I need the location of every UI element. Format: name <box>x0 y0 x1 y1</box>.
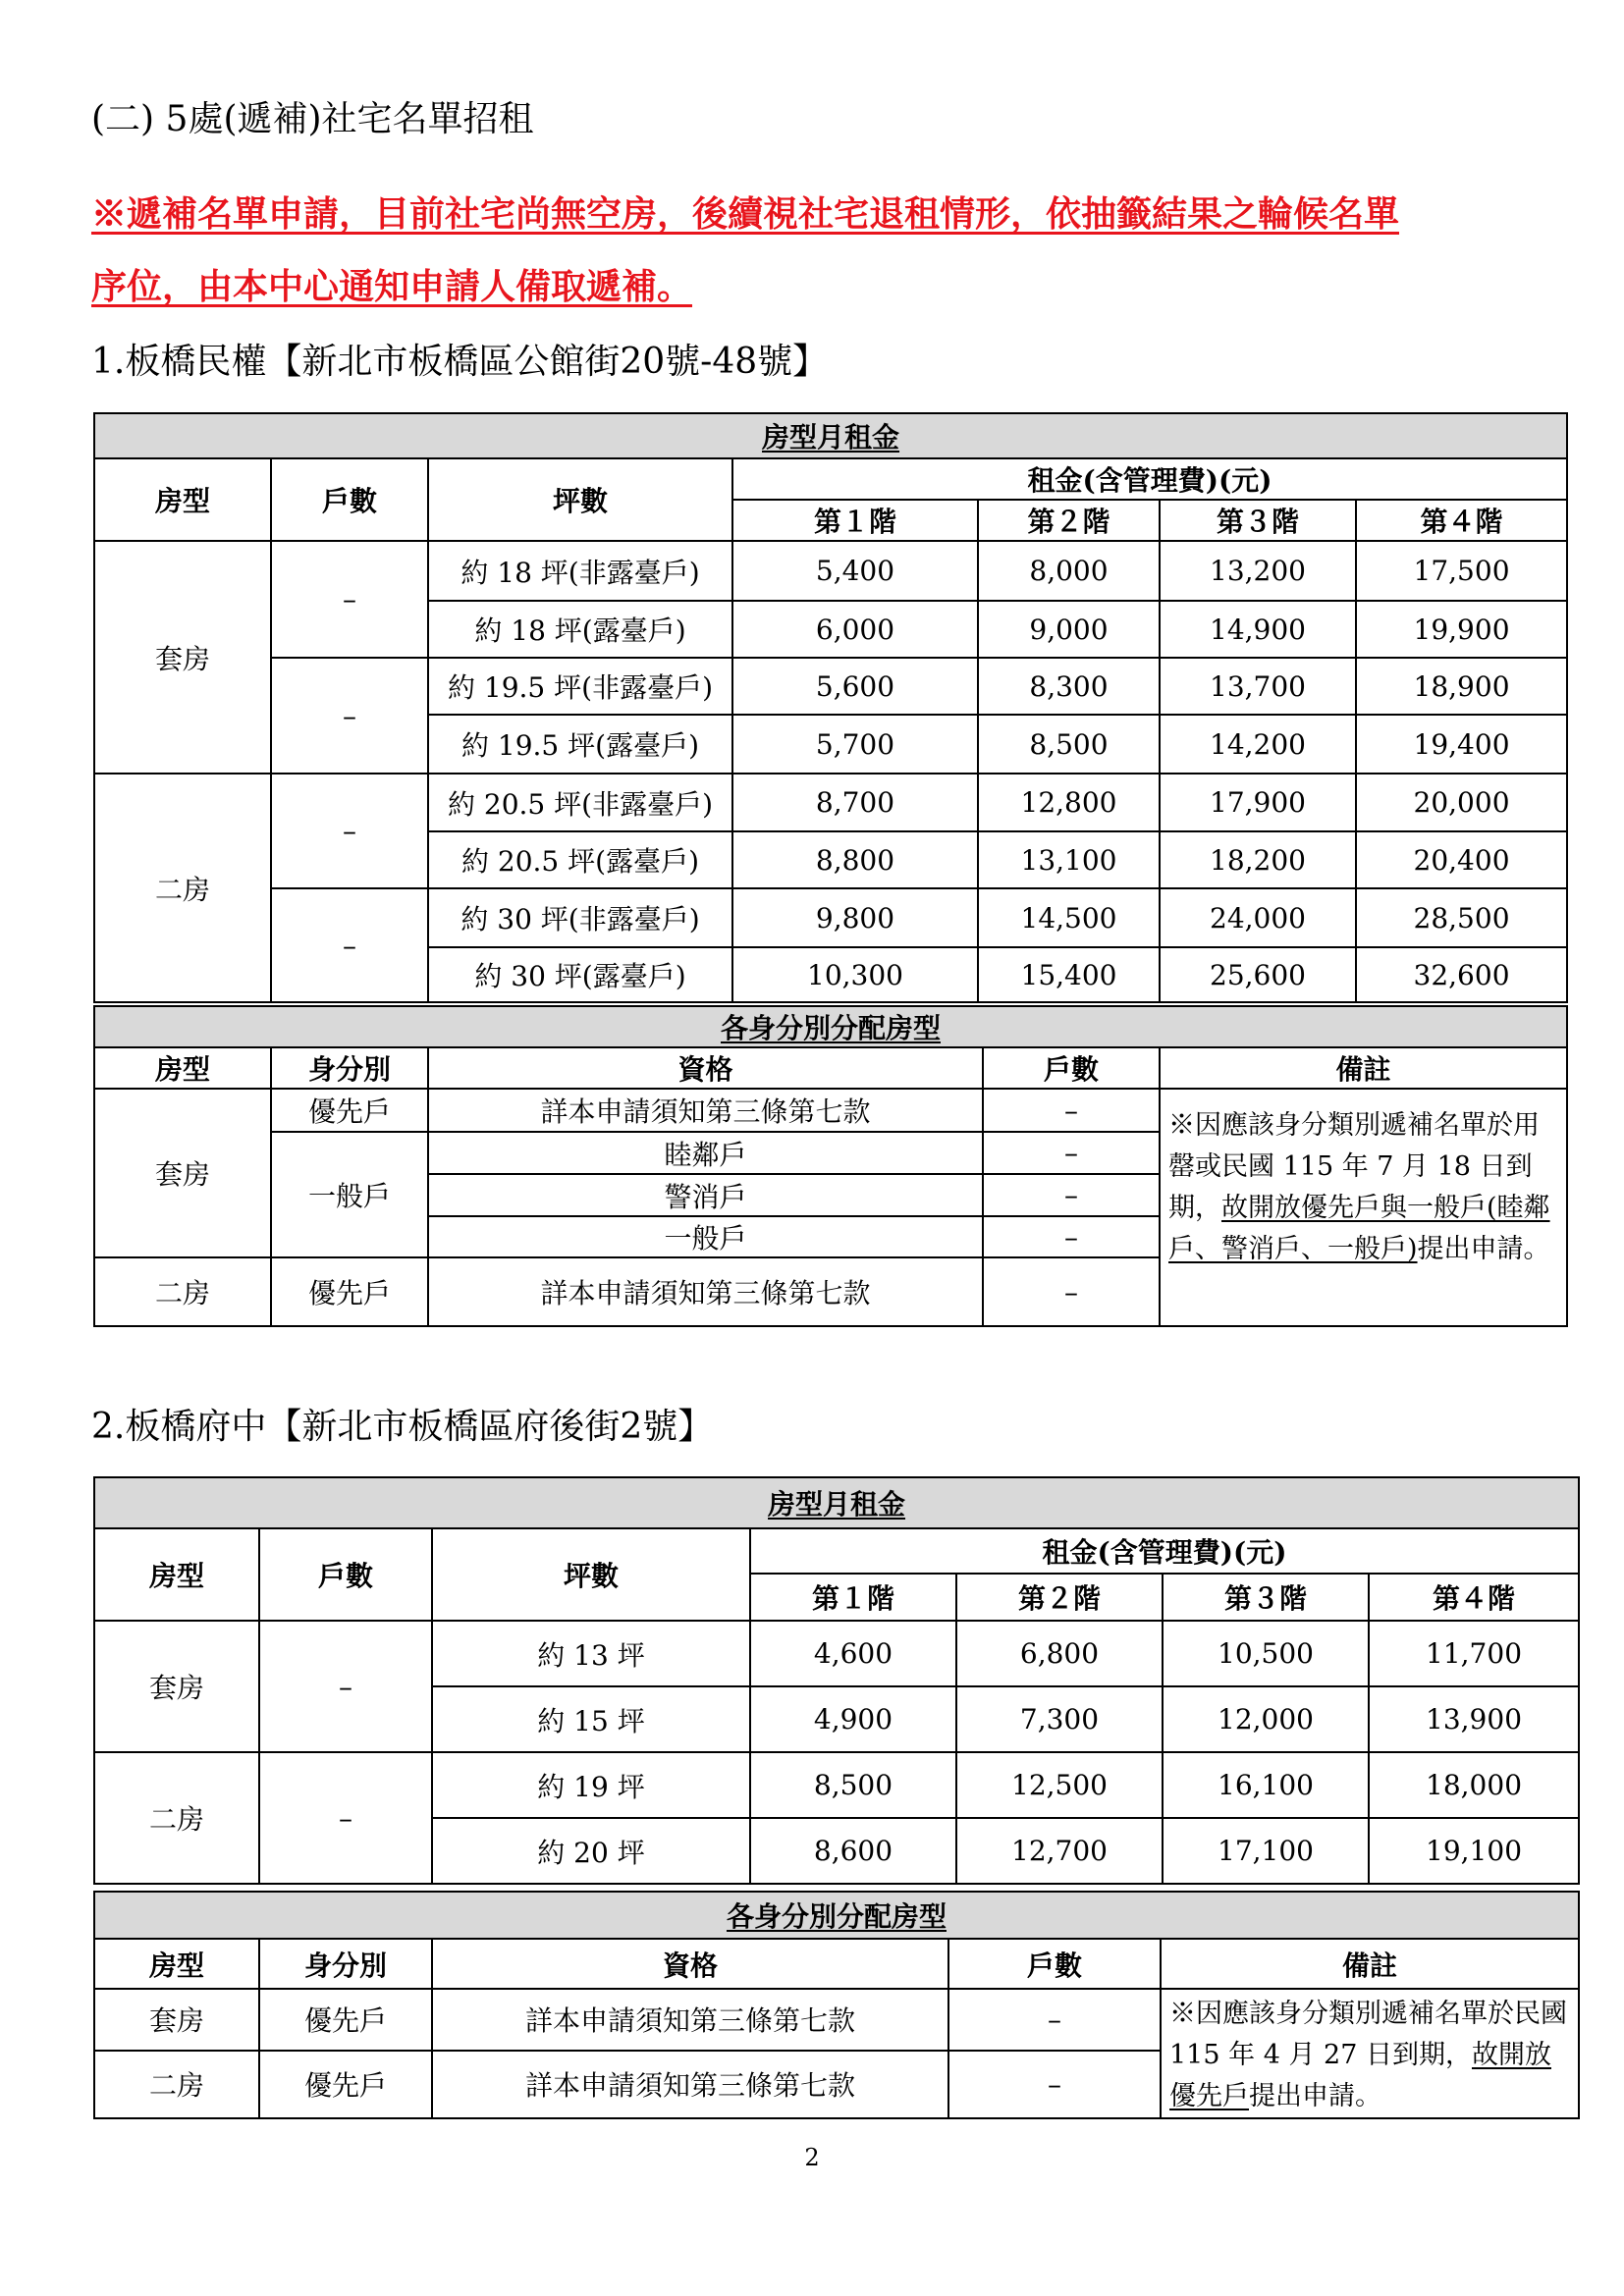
rent-cell: 8,500 <box>978 715 1160 774</box>
rent-cell: 12,800 <box>978 774 1160 831</box>
col-header-area: 坪數 <box>428 458 732 541</box>
col-header-area: 坪數 <box>432 1528 750 1621</box>
rent-cell: 13,700 <box>1160 658 1356 715</box>
rent-cell: 24,000 <box>1160 888 1356 947</box>
note-underlined-text: 故開放優先戶與一般戶(睦鄰戶、警消戶、一般戶) <box>1168 1193 1550 1264</box>
identity-cell: 優先戶 <box>259 2051 432 2118</box>
units-cell: – <box>948 2051 1161 2118</box>
rent-cell: 8,300 <box>978 658 1160 715</box>
rent-cell: 9,800 <box>732 888 978 947</box>
rent-cell: 12,500 <box>956 1752 1163 1818</box>
col-header-type: 房型 <box>94 1047 271 1089</box>
rent-cell: 8,600 <box>750 1818 956 1884</box>
area-cell: 約 20.5 坪(露臺戶) <box>428 831 732 888</box>
rent-cell: 10,300 <box>732 947 978 1002</box>
units-cell: – <box>983 1216 1160 1257</box>
units-cell: – <box>259 1621 432 1752</box>
col-header-floor-3: 第３階 <box>1160 500 1356 541</box>
qualification-cell: 警消戶 <box>428 1174 983 1216</box>
rent-cell: 13,200 <box>1160 541 1356 601</box>
area-cell: 約 18 坪(非露臺戶) <box>428 541 732 601</box>
area-cell: 約 18 坪(露臺戶) <box>428 601 732 658</box>
rent-cell: 32,600 <box>1356 947 1567 1002</box>
rent-cell: 8,500 <box>750 1752 956 1818</box>
col-header-floor-4: 第４階 <box>1369 1574 1579 1621</box>
table-row <box>94 1621 1579 1686</box>
area-cell: 約 19.5 坪(非露臺戶) <box>428 658 732 715</box>
area-cell: 約 30 坪(非露臺戶) <box>428 888 732 947</box>
rent-cell: 9,000 <box>978 601 1160 658</box>
rent-cell: 18,000 <box>1369 1752 1579 1818</box>
col-header-floor-2: 第２階 <box>978 500 1160 541</box>
col-header-qualification: 資格 <box>432 1939 948 1989</box>
col-header-floor-1: 第１階 <box>750 1574 956 1621</box>
property1-heading: 1.板橋民權【新北市板橋區公館街20號-48號】 <box>91 342 829 382</box>
col-header-type: 房型 <box>94 1528 259 1621</box>
rent-cell: 4,600 <box>750 1621 956 1686</box>
rent-cell: 8,700 <box>732 774 978 831</box>
area-cell: 約 13 坪 <box>432 1621 750 1686</box>
rent-cell: 6,800 <box>956 1621 1163 1686</box>
rent-cell: 25,600 <box>1160 947 1356 1002</box>
rent-cell: 16,100 <box>1163 1752 1369 1818</box>
room-type-cell: 套房 <box>94 1621 259 1752</box>
rent-cell: 20,400 <box>1356 831 1567 888</box>
qualification-cell: 睦鄰戶 <box>428 1132 983 1174</box>
col-header-type: 房型 <box>94 458 271 541</box>
col-header-qualification: 資格 <box>428 1047 983 1089</box>
units-cell: – <box>271 658 428 774</box>
area-cell: 約 30 坪(露臺戶) <box>428 947 732 1002</box>
rent-cell: 5,400 <box>732 541 978 601</box>
section-heading: (二) 5處(遞補)社宅名單招租 <box>91 99 534 139</box>
note-cell <box>1161 1989 1579 2118</box>
qualification-cell: 一般戶 <box>428 1216 983 1257</box>
rent-cell: 13,100 <box>978 831 1160 888</box>
units-cell: – <box>983 1132 1160 1174</box>
col-header-identity: 身分別 <box>271 1047 428 1089</box>
table-row <box>94 541 1567 601</box>
room-type-cell: 二房 <box>94 774 271 1002</box>
qualification-cell: 詳本申請須知第三條第七款 <box>432 2051 948 2118</box>
col-header-type: 房型 <box>94 1939 259 1989</box>
col-header-identity: 身分別 <box>259 1939 432 1989</box>
rent-cell: 15,400 <box>978 947 1160 1002</box>
units-cell: – <box>983 1174 1160 1216</box>
area-cell: 約 15 坪 <box>432 1686 750 1752</box>
rent-cell: 11,700 <box>1369 1621 1579 1686</box>
page-number: 2 <box>804 2144 820 2171</box>
rent-cell: 18,200 <box>1160 831 1356 888</box>
qualification-cell: 詳本申請須知第三條第七款 <box>428 1089 983 1132</box>
units-cell: – <box>271 541 428 658</box>
col-header-note: 備註 <box>1160 1047 1567 1089</box>
note-tail-text: 提出申請。 <box>1249 2081 1381 2111</box>
identity-cell: 優先戶 <box>259 1989 432 2051</box>
rent-cell: 19,100 <box>1369 1818 1579 1884</box>
rent-cell: 17,900 <box>1160 774 1356 831</box>
room-type-cell: 二房 <box>94 2051 259 2118</box>
qualification-cell: 詳本申請須知第三條第七款 <box>432 1989 948 2051</box>
rent-cell: 8,800 <box>732 831 978 888</box>
property2-rent-table <box>93 1476 1580 1885</box>
rent-cell: 12,000 <box>1163 1686 1369 1752</box>
room-type-cell: 二房 <box>94 1752 259 1884</box>
col-header-floor-4: 第４階 <box>1356 500 1567 541</box>
notice-line-2: 序位，由本中心通知申請人備取遞補。 <box>91 266 693 307</box>
col-header-floor-1: 第１階 <box>732 500 978 541</box>
rent-cell: 12,700 <box>956 1818 1163 1884</box>
rent-cell: 4,900 <box>750 1686 956 1752</box>
area-cell: 約 20.5 坪(非露臺戶) <box>428 774 732 831</box>
col-header-floor-3: 第３階 <box>1163 1574 1369 1621</box>
rent-cell: 28,500 <box>1356 888 1567 947</box>
units-cell: – <box>948 1989 1161 2051</box>
property2-alloc-table <box>93 1891 1580 2119</box>
qualification-cell: 詳本申請須知第三條第七款 <box>428 1257 983 1326</box>
rent-cell: 14,900 <box>1160 601 1356 658</box>
table-row <box>94 1989 1579 2051</box>
rent-cell: 19,900 <box>1356 601 1567 658</box>
identity-cell: 優先戶 <box>271 1089 428 1132</box>
rent-cell: 7,300 <box>956 1686 1163 1752</box>
col-header-rent: 租金(含管理費)(元) <box>750 1528 1579 1574</box>
rent-cell: 18,900 <box>1356 658 1567 715</box>
rent-cell: 19,400 <box>1356 715 1567 774</box>
room-type-cell: 二房 <box>94 1257 271 1326</box>
units-cell: – <box>983 1089 1160 1132</box>
units-cell: – <box>271 774 428 888</box>
rent-table-title: 房型月租金 <box>94 413 1567 458</box>
col-header-units: 戶數 <box>259 1528 432 1621</box>
identity-cell: 優先戶 <box>271 1257 428 1326</box>
room-type-cell: 套房 <box>94 1989 259 2051</box>
note-text: ※因應該身分類別遞補名單於民國 115 年 4 月 27 日到期， <box>1169 1999 1567 2070</box>
table-row <box>94 658 1567 715</box>
col-header-floor-2: 第２階 <box>956 1574 1163 1621</box>
col-header-note: 備註 <box>1161 1939 1579 1989</box>
table-row <box>94 774 1567 831</box>
units-cell: – <box>271 888 428 1002</box>
rent-cell: 10,500 <box>1163 1621 1369 1686</box>
table-row <box>94 1752 1579 1818</box>
property2-heading: 2.板橋府中【新北市板橋區府後街2號】 <box>91 1407 714 1447</box>
col-header-units: 戶數 <box>948 1939 1161 1989</box>
property1-alloc-table <box>93 1005 1568 1327</box>
rent-cell: 8,000 <box>978 541 1160 601</box>
rent-cell: 5,700 <box>732 715 978 774</box>
room-type-cell: 套房 <box>94 541 271 774</box>
room-type-cell: 套房 <box>94 1089 271 1257</box>
rent-cell: 14,500 <box>978 888 1160 947</box>
table-row <box>94 1089 1567 1132</box>
col-header-units: 戶數 <box>271 458 428 541</box>
identity-cell: 一般戶 <box>271 1132 428 1257</box>
col-header-rent: 租金(含管理費)(元) <box>732 458 1567 500</box>
rent-cell: 5,600 <box>732 658 978 715</box>
rent-cell: 20,000 <box>1356 774 1567 831</box>
units-cell: – <box>259 1752 432 1884</box>
rent-cell: 17,500 <box>1356 541 1567 601</box>
rent-cell: 13,900 <box>1369 1686 1579 1752</box>
note-text: ※因應該身分類別遞補名單於用罄或民國 115 年 7 月 18 日到期， <box>1168 1110 1540 1223</box>
table-row <box>94 888 1567 947</box>
area-cell: 約 20 坪 <box>432 1818 750 1884</box>
area-cell: 約 19 坪 <box>432 1752 750 1818</box>
rent-cell: 17,100 <box>1163 1818 1369 1884</box>
units-cell: – <box>983 1257 1160 1326</box>
property1-rent-table <box>93 412 1568 1003</box>
alloc-table-title: 各身分別分配房型 <box>94 1892 1579 1939</box>
notice-line-1: ※遞補名單申請，目前社宅尚無空房，後續視社宅退租情形，依抽籤結果之輪候名單 <box>91 193 1400 235</box>
rent-cell: 6,000 <box>732 601 978 658</box>
note-underlined-text: 故開放優先戶 <box>1169 2040 1551 2111</box>
rent-cell: 14,200 <box>1160 715 1356 774</box>
area-cell: 約 19.5 坪(露臺戶) <box>428 715 732 774</box>
note-cell <box>1160 1089 1567 1326</box>
note-tail-text: 提出申請。 <box>1417 1234 1550 1264</box>
rent-table-title: 房型月租金 <box>94 1477 1579 1528</box>
col-header-units: 戶數 <box>983 1047 1160 1089</box>
alloc-table-title: 各身分別分配房型 <box>94 1006 1567 1047</box>
